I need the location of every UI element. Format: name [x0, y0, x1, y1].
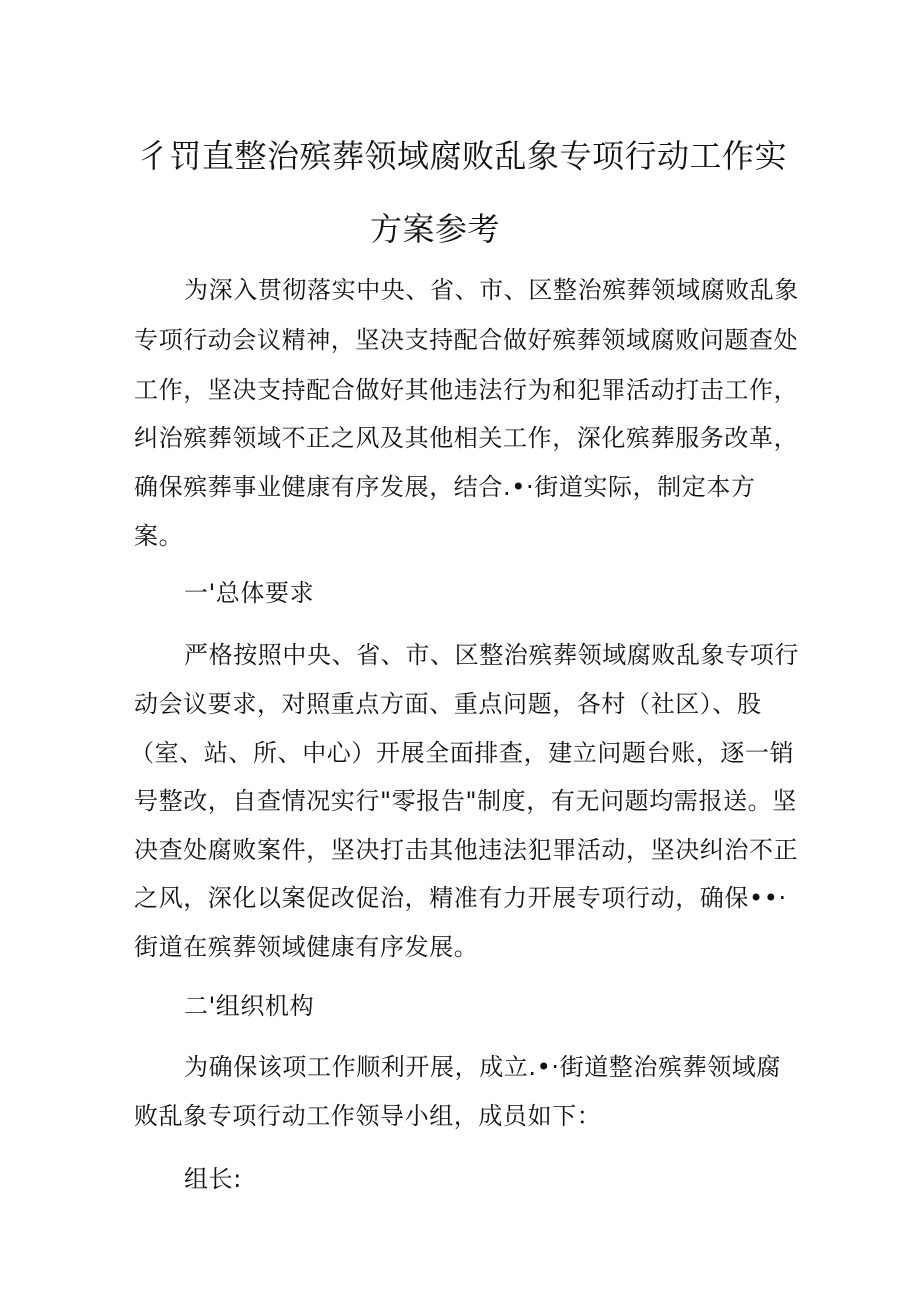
- intro-paragraph-line-6: 案。: [134, 522, 184, 550]
- document-title-line-1: 彳罚直整治殡葬领域腐败乱象专项行动工作实: [137, 137, 788, 175]
- section-1-paragraph-line-4: 号整改，自查情况实行"零报告"制度，有无问题均需报送。坚: [134, 787, 797, 815]
- section-1-paragraph-line-1: 严格按照中央、省、市、区整治殡葬领域腐败乱象专项行: [184, 641, 799, 669]
- section-1-paragraph-line-5: 决查处腐败案件，坚决打击其他违法犯罪活动，坚决纠治不正: [134, 836, 799, 864]
- section-1-paragraph-line-6: 之风，深化以案促改促治，精准有力开展专项行动，确保••·: [134, 884, 787, 912]
- intro-paragraph-line-2: 专项行动会议精神，坚决支持配合做好殡葬领域腐败问题查处: [134, 326, 799, 354]
- intro-paragraph-line-1: 为深入贯彻落实中央、省、市、区整治殡葬领域腐败乱象: [184, 276, 799, 304]
- intro-paragraph-line-4: 纠治殡葬领域不正之风及其他相关工作，深化殡葬服务改革，: [134, 424, 799, 452]
- group-leader-label: 组长:: [184, 1165, 242, 1193]
- section-2-heading: 二'组织机构: [184, 992, 315, 1020]
- intro-paragraph-line-3: 工作，坚决支持配合做好其他违法行为和犯罪活动打击工作，: [134, 376, 799, 404]
- section-1-paragraph-line-2: 动会议要求，对照重点方面、重点问题，各村（社区）、股: [134, 690, 762, 718]
- section-1-paragraph-line-3: （室、站、所、中心）开展全面排查，建立问题台账，逐一销: [130, 739, 795, 767]
- section-1-paragraph-line-7: 街道在殡葬领域健康有序发展。: [134, 933, 479, 961]
- section-1-heading: 一'总体要求: [184, 579, 315, 607]
- document-title-line-2: 方案参考: [370, 210, 501, 248]
- section-2-paragraph-line-1: 为确保该项工作顺利开展，成立.•·街道整治殡葬领域腐: [184, 1053, 782, 1081]
- section-2-paragraph-line-2: 败乱象专项行动工作领导小组，成员如下：: [134, 1102, 602, 1130]
- intro-paragraph-line-5: 确保殡葬事业健康有序发展，结合.•·街道实际，制定本方: [134, 473, 756, 501]
